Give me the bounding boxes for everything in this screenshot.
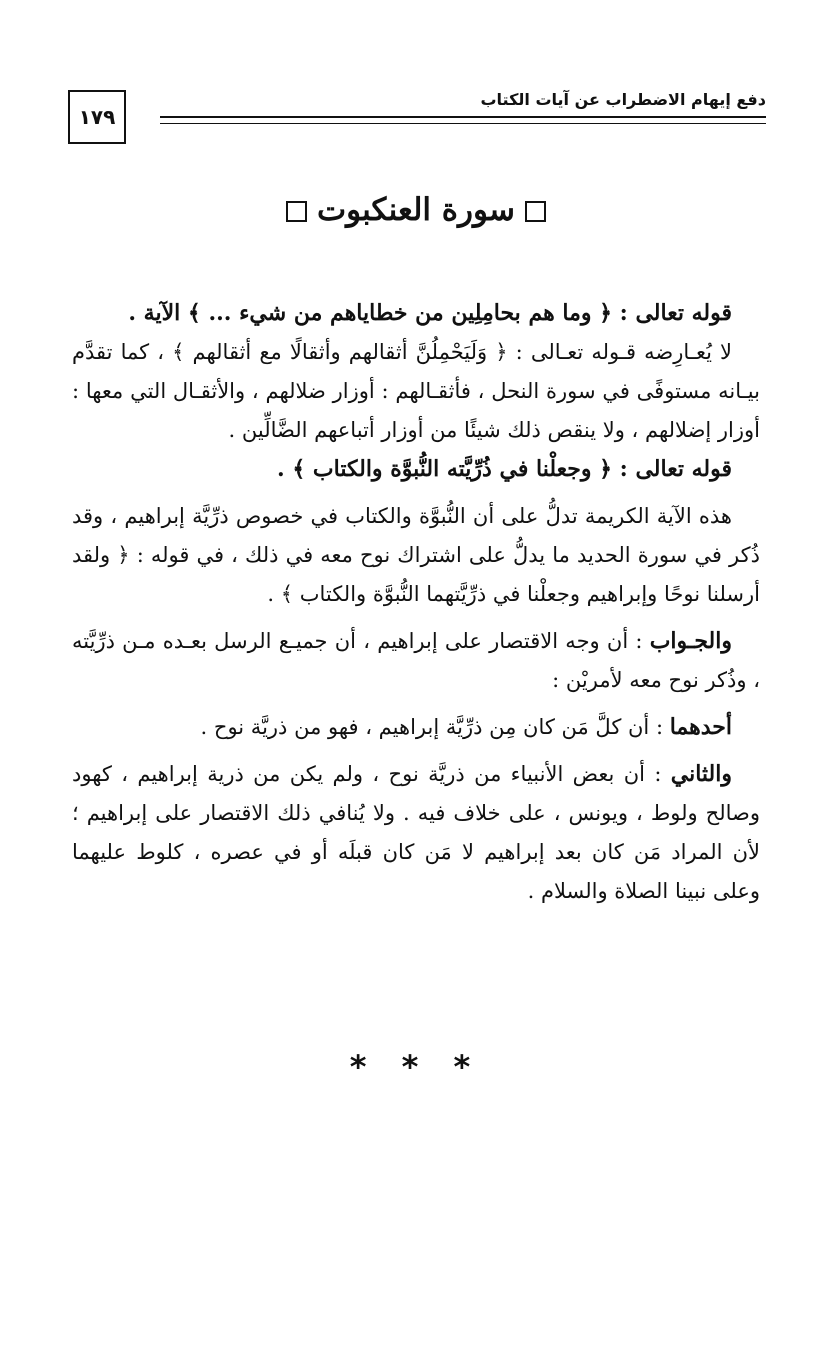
paragraph-text: هذه الآية الكريمة تدلُّ على أن النُّبوَّة والكتاب في خصوص ذرِّيَّة إبراهيم ، وقد ذُكر في سورة الحديد ما يدلُّ على اشتراك نوح معه في ذلك ، في قوله : ﴿ ولقد أرسلنا نوحًا وإبراهيم وجعلْنا في ذرِّيَّتهما النُّبوَّة والكتاب ﴾ .	[72, 504, 760, 606]
heading-box-left-icon	[286, 201, 307, 222]
paragraph-text: : ﴿ وما هم بحامِلِين من خطاياهم من شيء ... ﴾ الآية .	[128, 300, 636, 326]
paragraph-explanation-1	[72, 333, 760, 450]
paragraph-lead: قوله تعالى	[635, 456, 732, 482]
paragraph-second-reason	[72, 755, 760, 911]
paragraph-text: : ﴿ وجعلْنا في ذُرِّيَّته النُّبوَّة والكتاب ﴾ .	[277, 456, 636, 482]
running-title: دفع إيهام الاضطراب عن آيات الكتاب	[480, 90, 766, 109]
page-number-text: ١٧٩	[78, 105, 116, 129]
paragraph-explanation-2	[72, 497, 760, 614]
page-number	[68, 90, 126, 144]
paragraph-verse-2	[72, 450, 760, 489]
paragraph-first-reason	[72, 708, 760, 747]
paragraph-verse-1	[72, 294, 760, 333]
paragraph-text: : أن بعض الأنبياء من ذريَّة نوح ، ولم يكن من ذرية إبراهيم ، كهود وصالح ولوط ، ويونس ، على خلاف فيه . ولا يُنافي ذلك الاقتصار على إبراهيم ؛ لأن المراد مَن كان بعد إبراهيم لا مَن كان قبلَه أو في عصره ، كلوط عليهما وعلى نبينا الصلاة والسلام .	[72, 762, 760, 903]
paragraph-lead: قوله تعالى	[635, 300, 732, 326]
page-content	[72, 294, 760, 911]
chapter-heading	[0, 192, 832, 228]
paragraph-text: : أن كلَّ مَن كان مِن ذرِّيَّة إبراهيم ، فهو من ذريَّة نوح .	[200, 715, 670, 739]
header-rule-thin	[160, 123, 766, 124]
section-end-stars: * * *	[349, 1048, 483, 1086]
paragraph-answer	[72, 622, 760, 700]
chapter-title: سورة العنكبوت	[316, 192, 516, 228]
header-rule-thick	[160, 116, 766, 118]
paragraph-text: لا يُعـارِضه قـوله تعـالى : ﴿ وَلَيَحْمِلُنَّ أثقالهم وأثقالًا مع أثقالهم ﴾ ، كما تقدَّم بيـانه مستوفًى في سورة النحل ، فأثقـالهم : أوزار ضلالهم ، والأثقـال التي معها : أوزار إضلالهم ، ولا ينقص ذلك شيئًا من أوزار أتباعهم الضَّالِّين .	[72, 340, 760, 442]
paragraph-lead: والجـواب	[649, 628, 732, 654]
heading-box-right-icon	[525, 201, 546, 222]
paragraph-lead: والثاني	[670, 761, 732, 787]
paragraph-lead: أحدهما	[669, 714, 732, 740]
paragraph-text: : أن وجه الاقتصار على إبراهيم ، أن جميـع الرسل بعـده مـن ذرِّيَّته ، وذُكر نوح معه لأمريْن :	[72, 629, 760, 692]
